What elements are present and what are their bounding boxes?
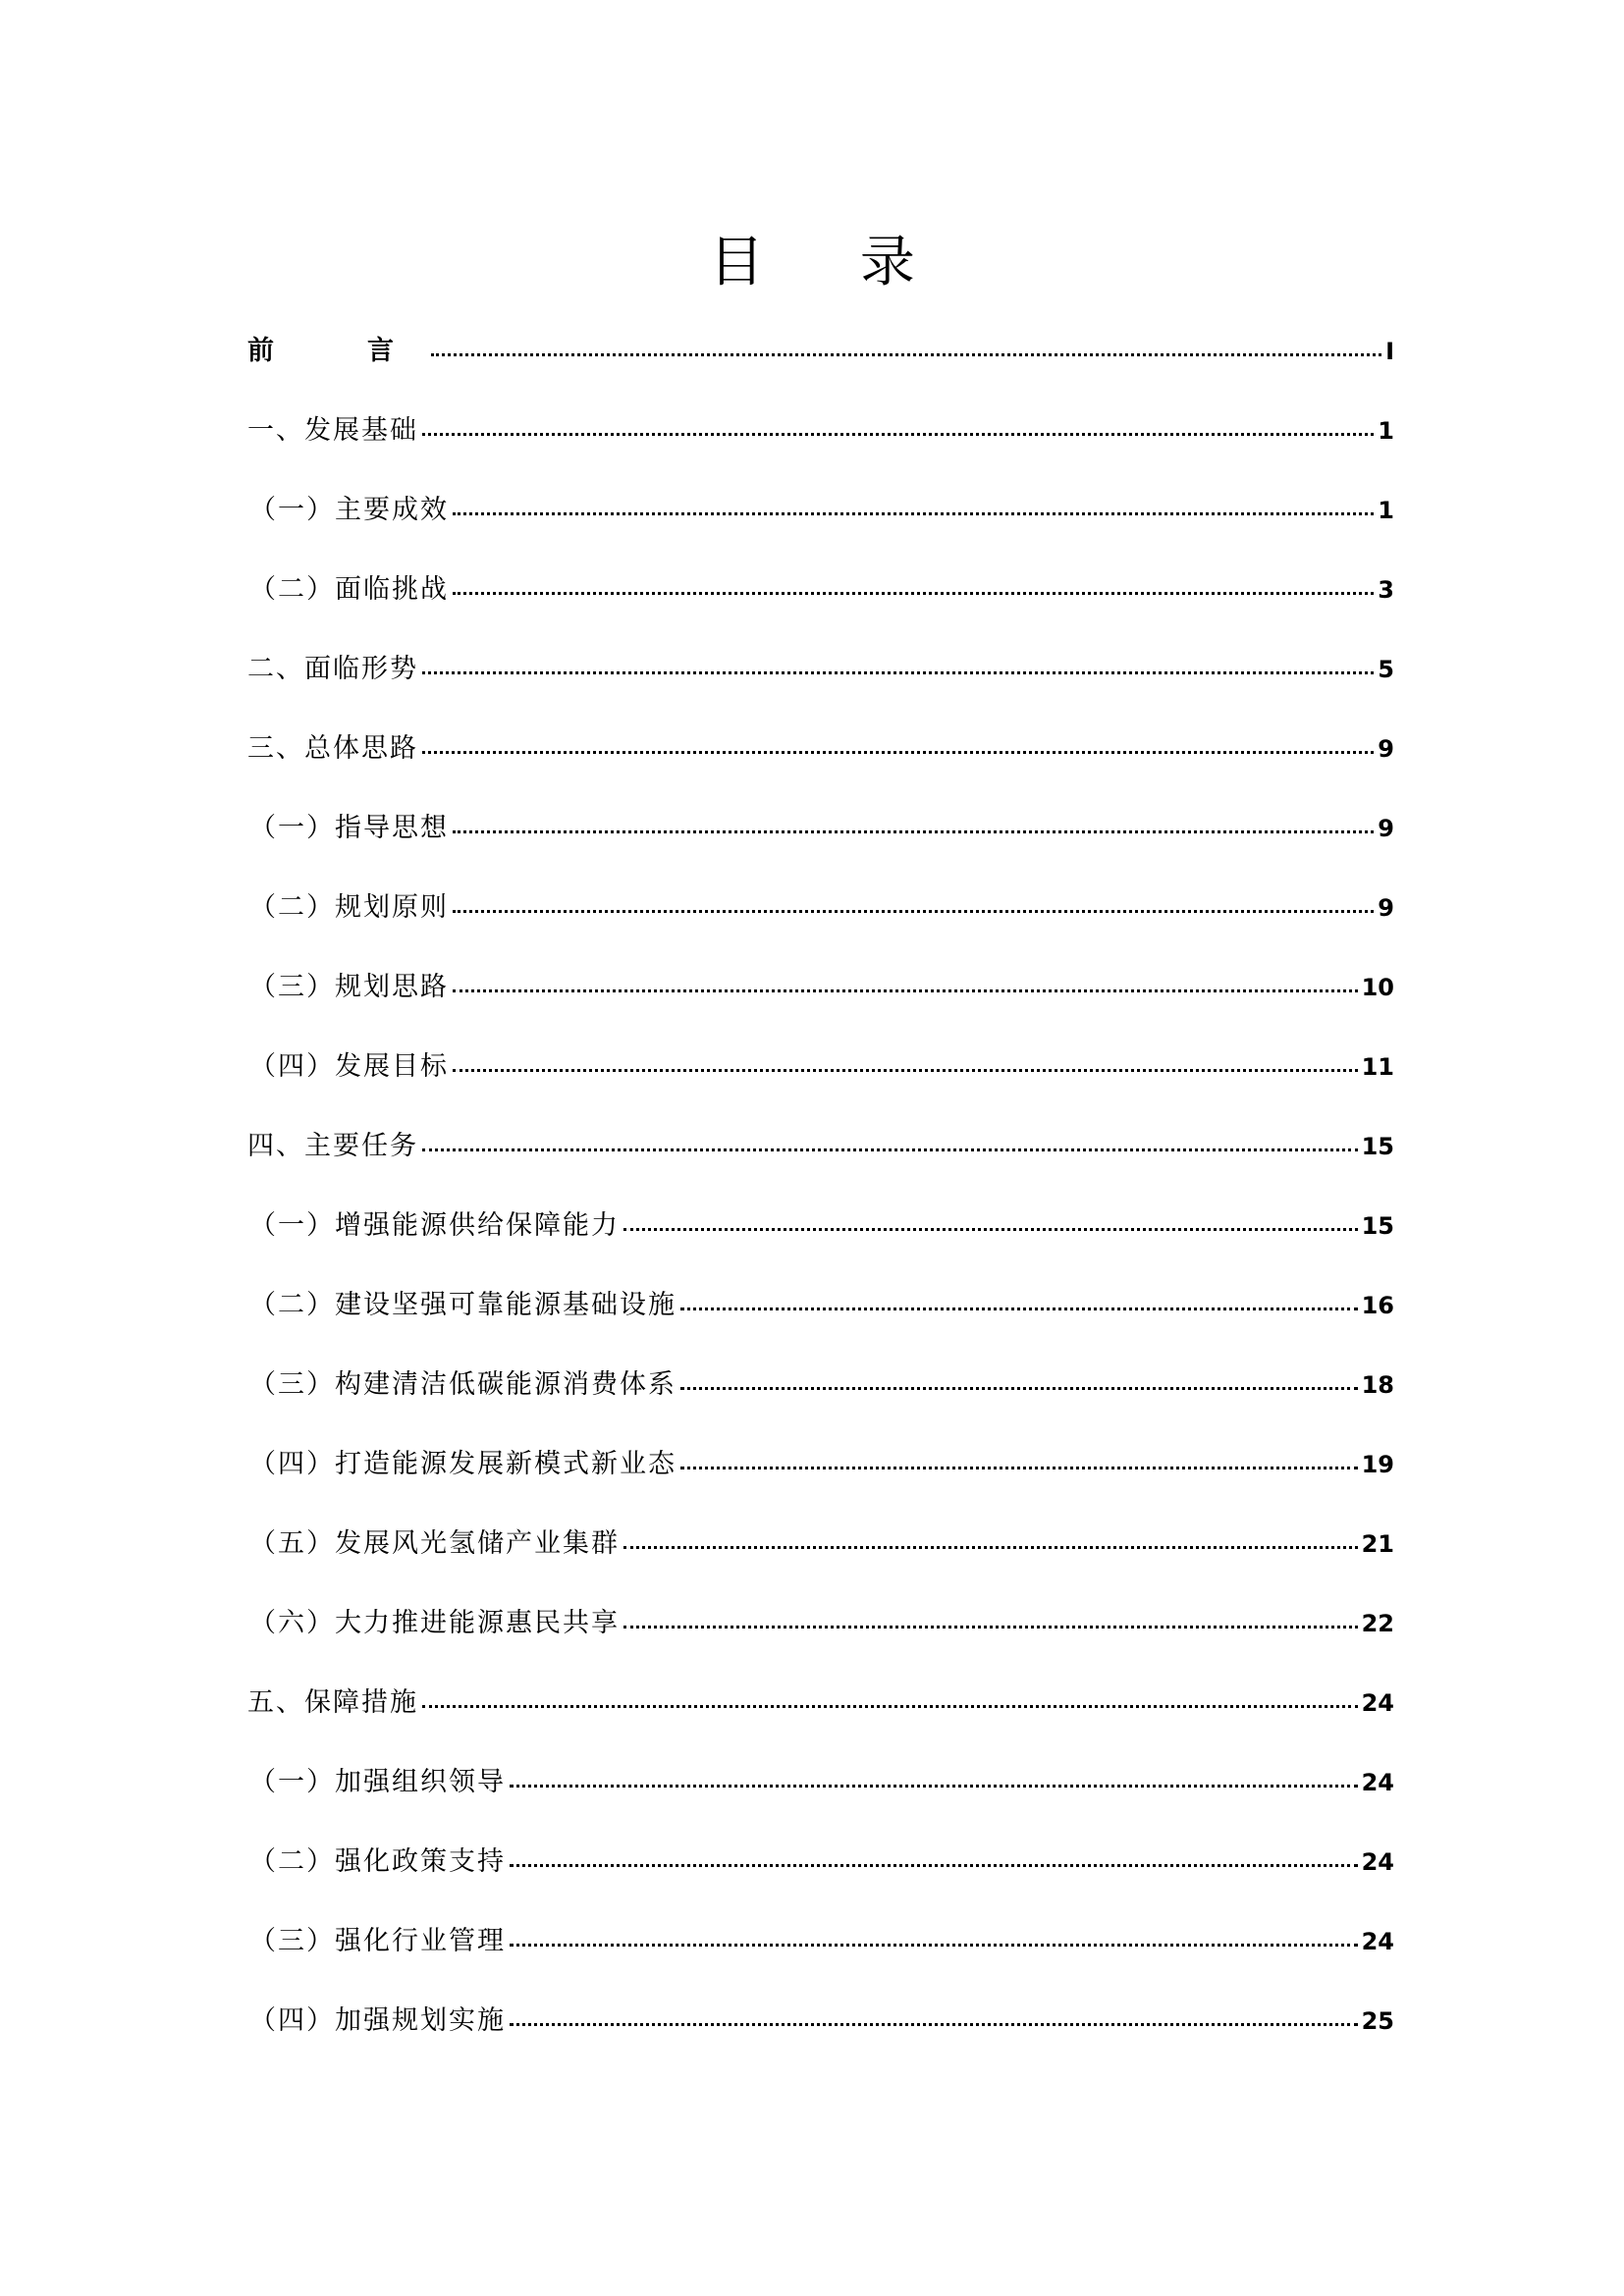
toc-entry[interactable] (247, 1683, 1394, 1763)
toc-entry-label: （一）指导思想 (249, 813, 449, 843)
toc-entry-page: 22 (1361, 1610, 1394, 1637)
toc-entry-label: 三、总体思路 (247, 733, 418, 764)
toc-entry-label: （三）规划思路 (249, 972, 449, 1002)
toc-entry-page: 10 (1361, 974, 1394, 1001)
toc-entry-page: 24 (1361, 1928, 1394, 1955)
toc-entry[interactable] (247, 968, 1394, 1047)
toc-entry-page: 15 (1361, 1133, 1394, 1160)
toc-leader-dots (510, 1942, 1358, 1947)
toc-entry[interactable] (247, 809, 1394, 888)
toc-entry[interactable] (247, 1842, 1394, 1922)
toc-entry-label: （四）加强规划实施 (249, 2005, 506, 2036)
toc-entry[interactable] (247, 1524, 1394, 1604)
toc-entry-page: 24 (1361, 1848, 1394, 1876)
toc-entry[interactable] (247, 570, 1394, 650)
toc-entry-label: 一、发展基础 (247, 415, 418, 446)
toc-entry-label: （四）发展目标 (249, 1051, 449, 1082)
toc-entry-page: 21 (1361, 1530, 1394, 1558)
toc-entry-page: 24 (1361, 1769, 1394, 1796)
toc-entry-label: 四、主要任务 (247, 1131, 418, 1161)
toc-entry-page: 1 (1378, 417, 1394, 445)
toc-entry-page: 16 (1361, 1292, 1394, 1319)
toc-leader-dots (453, 590, 1374, 595)
toc-entry-label: （一）加强组织领导 (249, 1767, 506, 1797)
toc-leader-dots (510, 1783, 1358, 1788)
toc-leader-dots (422, 1147, 1358, 1151)
toc-entry-page: I (1385, 338, 1394, 365)
toc-entry-page: 9 (1378, 894, 1394, 922)
toc-leader-dots (623, 1544, 1358, 1549)
toc-entry[interactable] (247, 1127, 1394, 1206)
toc-entry[interactable] (247, 332, 1394, 411)
toc-entry[interactable] (247, 411, 1394, 491)
toc-entry-page: 15 (1361, 1212, 1394, 1240)
toc-entry[interactable] (247, 1286, 1394, 1365)
toc-leader-dots (422, 431, 1374, 436)
table-of-contents (247, 332, 1394, 2081)
toc-leader-dots (453, 988, 1358, 992)
toc-entry-label: （六）大力推进能源惠民共享 (249, 1608, 620, 1638)
toc-entry[interactable] (247, 1763, 1394, 1842)
toc-entry-label: 二、面临形势 (247, 654, 418, 684)
toc-entry[interactable] (247, 1445, 1394, 1524)
toc-leader-dots (510, 1862, 1358, 1867)
toc-entry[interactable] (247, 1047, 1394, 1127)
toc-leader-dots (680, 1385, 1358, 1390)
toc-entry[interactable] (247, 650, 1394, 729)
toc-entry-label: 五、保障措施 (247, 1687, 418, 1718)
toc-entry-page: 5 (1378, 656, 1394, 683)
toc-leader-dots (680, 1306, 1358, 1310)
toc-leader-dots (431, 351, 1381, 356)
toc-entry[interactable] (247, 2002, 1394, 2081)
toc-leader-dots (453, 908, 1374, 913)
toc-leader-dots (623, 1226, 1358, 1231)
toc-entry[interactable] (247, 1604, 1394, 1683)
toc-entry[interactable] (247, 888, 1394, 968)
toc-entry-page: 1 (1378, 497, 1394, 524)
toc-entry-page: 25 (1361, 2007, 1394, 2035)
toc-leader-dots (453, 1067, 1358, 1072)
toc-entry-page: 24 (1361, 1689, 1394, 1717)
toc-entry-page: 19 (1361, 1451, 1394, 1478)
toc-leader-dots (422, 749, 1374, 754)
toc-entry[interactable] (247, 1922, 1394, 2002)
toc-entry-label: （二）规划原则 (249, 892, 449, 923)
toc-leader-dots (453, 510, 1374, 515)
toc-entry[interactable] (247, 1365, 1394, 1445)
page-title: 目 录 (709, 231, 954, 294)
toc-entry-label: （二）面临挑战 (249, 574, 449, 605)
toc-leader-dots (422, 1703, 1358, 1708)
toc-entry-label: （三）强化行业管理 (249, 1926, 506, 1956)
toc-entry-label: （三）构建清洁低碳能源消费体系 (249, 1369, 677, 1400)
toc-entry-label: （一）增强能源供给保障能力 (249, 1210, 620, 1241)
toc-entry-label: （二）强化政策支持 (249, 1846, 506, 1877)
toc-entry-label: （二）建设坚强可靠能源基础设施 (249, 1290, 677, 1320)
toc-entry[interactable] (247, 1206, 1394, 1286)
toc-entry-page: 3 (1378, 576, 1394, 604)
toc-entry-label: （四）打造能源发展新模式新业态 (249, 1449, 677, 1479)
toc-leader-dots (623, 1624, 1358, 1629)
toc-entry-page: 9 (1378, 815, 1394, 842)
toc-leader-dots (680, 1465, 1358, 1469)
toc-entry[interactable] (247, 491, 1394, 570)
toc-entry-page: 9 (1378, 735, 1394, 763)
toc-entry-label: （一）主要成效 (249, 495, 449, 525)
toc-leader-dots (510, 2021, 1358, 2026)
toc-entry-page: 18 (1361, 1371, 1394, 1399)
toc-entry[interactable] (247, 729, 1394, 809)
toc-entry-label: 前 言 (247, 336, 427, 366)
toc-leader-dots (453, 828, 1374, 833)
toc-leader-dots (422, 669, 1374, 674)
toc-entry-label: （五）发展风光氢储产业集群 (249, 1528, 620, 1559)
toc-entry-page: 11 (1361, 1053, 1394, 1081)
